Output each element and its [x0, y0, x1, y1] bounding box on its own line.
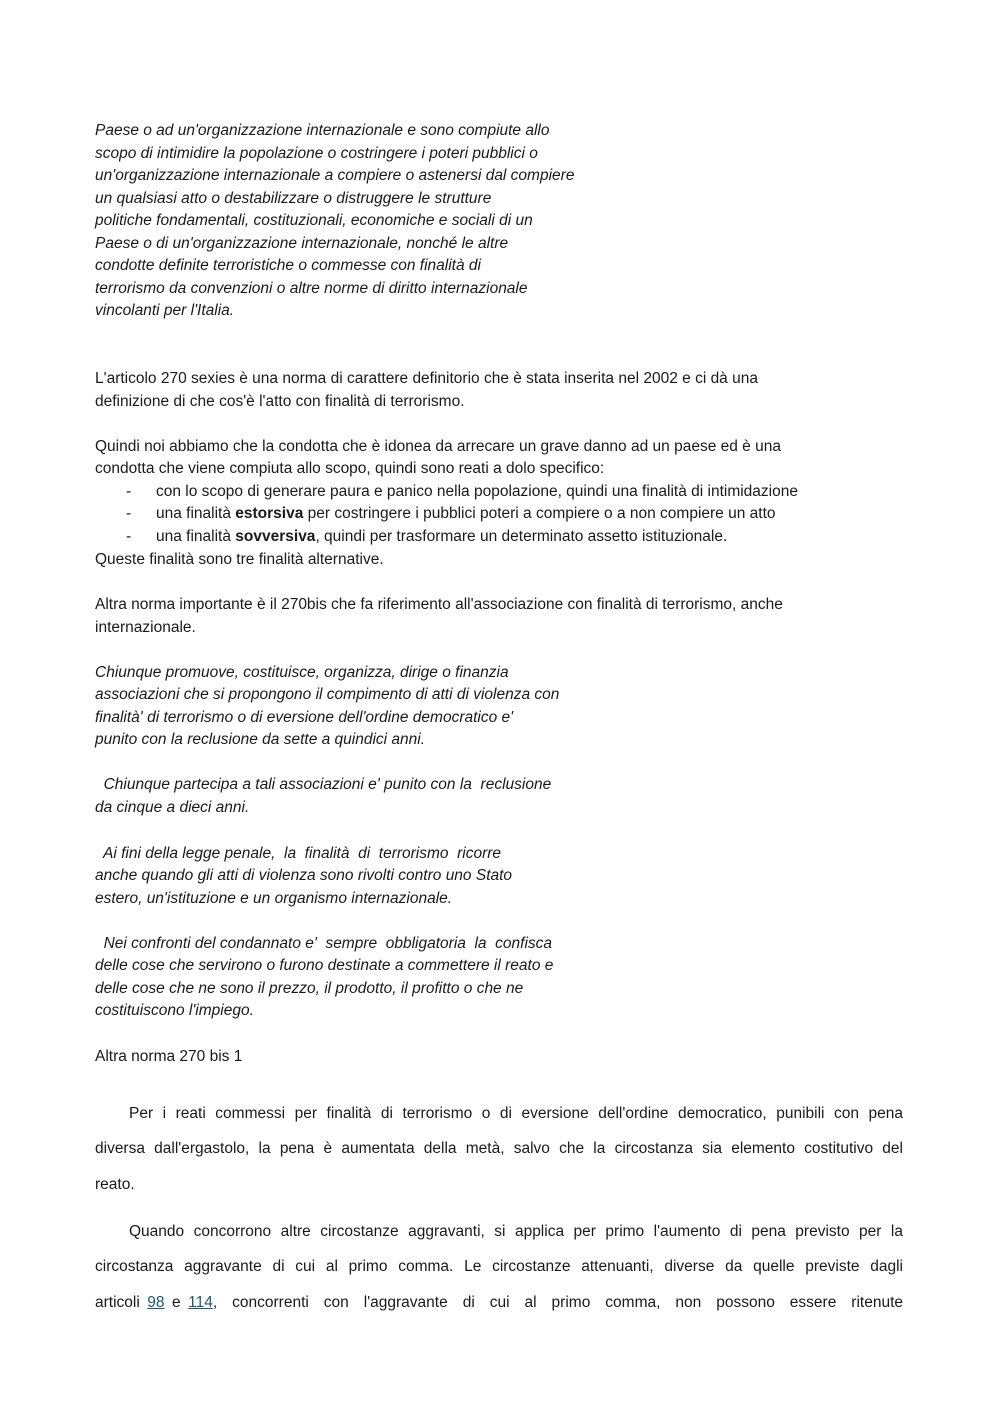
quote-line: vincolanti per l'Italia.	[95, 302, 235, 319]
bullet-marker: -	[126, 528, 132, 545]
paragraph-line: Queste finalità sono tre finalità alternative.	[95, 551, 384, 568]
link-article-114[interactable]: 114	[188, 1294, 213, 1311]
list-item-text: con lo scopo di generare paura e panico nella popolazione, quindi una finalità di intimidazione	[156, 483, 798, 500]
law-line: circostanza aggravante di cui al primo comma. Le circostanze attenuanti, diverse da quelle previste dagli	[95, 1258, 903, 1275]
quote-line: un qualsiasi atto o destabilizzare o distruggere le strutture	[95, 190, 492, 207]
bullet-marker: -	[126, 505, 132, 522]
quote-line: Chiunque promuove, costituisce, organizza, dirige o finanzia	[95, 664, 509, 681]
list-item-bold: sovversiva	[235, 528, 316, 545]
quote-line: costituiscono l'impiego.	[95, 1002, 254, 1019]
quote-line: delle cose che servirono o furono destinate a commettere il reato e	[95, 957, 554, 974]
paragraph-line: L'articolo 270 sexies è una norma di carattere definitorio che è stata inserita nel 2002 e ci dà una	[95, 370, 758, 387]
quote-line: Paese o di un'organizzazione internazionale, nonché le altre	[95, 235, 509, 252]
list-item	[156, 481, 798, 504]
quote-line: condotte definite terroristiche o commesse con finalità di	[95, 257, 481, 274]
list-item-bold: estorsiva	[235, 505, 304, 522]
quote-line: scopo di intimidire la popolazione o costringere i poteri pubblici o	[95, 145, 538, 162]
quote-line: Ai fini della legge penale, la finalità di terrorismo ricorre	[95, 845, 502, 862]
list-item	[156, 503, 776, 526]
quote-line: da cinque a dieci anni.	[95, 799, 250, 816]
law-line	[95, 1292, 903, 1315]
quote-line: anche quando gli atti di violenza sono rivolti contro uno Stato	[95, 867, 513, 884]
law-line: diversa dall'ergastolo, la pena è aumentata della metà, salvo che la circostanza sia elemento costitutivo del	[95, 1140, 903, 1157]
quote-line: associazioni che si propongono il compimento di atti di violenza con	[95, 686, 560, 703]
bullet-marker: -	[126, 483, 132, 500]
link-article-98[interactable]: 98	[147, 1294, 165, 1311]
quote-line: terrorismo da convenzioni o altre norme di diritto internazionale	[95, 280, 528, 297]
quote-line: Chiunque partecipa a tali associazioni e' punito con la reclusione	[95, 776, 552, 793]
quote-line: politiche fondamentali, costituzionali, economiche e sociali di un	[95, 212, 533, 229]
law-line: Quando concorrono altre circostanze aggravanti, si applica per primo l'aumento di pena previsto per la	[129, 1223, 903, 1240]
quote-line: finalità' di terrorismo o di eversione dell'ordine democratico e'	[95, 709, 514, 726]
law-line: reato.	[95, 1176, 135, 1193]
list-item-text: per costringere i pubblici poteri a compiere o a non compiere un atto	[303, 505, 776, 522]
paragraph-line: Quindi noi abbiamo che la condotta che è idonea da arrecare un grave danno ad un paese ed è una	[95, 438, 781, 455]
quote-line: Nei confronti del condannato e' sempre obbligatoria la confisca	[95, 935, 553, 952]
quote-line: Paese o ad un'organizzazione internazionale e sono compiute allo	[95, 122, 550, 139]
paragraph-line: Altra norma importante è il 270bis che fa riferimento all'associazione con finalità di terrorismo, anche	[95, 596, 783, 613]
paragraph-270bis1: Altra norma 270 bis 1	[95, 1048, 243, 1065]
paragraph-line: definizione di che cos'è l'atto con finalità di terrorismo.	[95, 393, 465, 410]
list-item-text: , quindi per trasformare un determinato assetto istituzionale.	[315, 528, 728, 545]
law-text-span: articoli	[95, 1294, 148, 1311]
list-item-text: una finalità	[156, 528, 236, 545]
paragraph-line: condotta che viene compiuta allo scopo, quindi sono reati a dolo specifico:	[95, 460, 605, 477]
law-text-span: e	[164, 1294, 189, 1311]
list-item	[156, 526, 727, 549]
law-text-span: , concorrenti con l'aggravante di cui al primo comma, non possono essere ritenute	[212, 1294, 904, 1311]
law-line: Per i reati commessi per finalità di terrorismo o di eversione dell'ordine democratico, punibili con pena	[129, 1105, 903, 1122]
quote-line: delle cose che ne sono il prezzo, il prodotto, il profitto o che ne	[95, 980, 524, 997]
quote-line: estero, un'istituzione e un organismo internazionale.	[95, 890, 453, 907]
quote-line: un'organizzazione internazionale a compiere o astenersi dal compiere	[95, 167, 575, 184]
list-item-text: una finalità	[156, 505, 236, 522]
paragraph-line: internazionale.	[95, 619, 196, 636]
quote-line: punito con la reclusione da sette a quindici anni.	[95, 731, 426, 748]
